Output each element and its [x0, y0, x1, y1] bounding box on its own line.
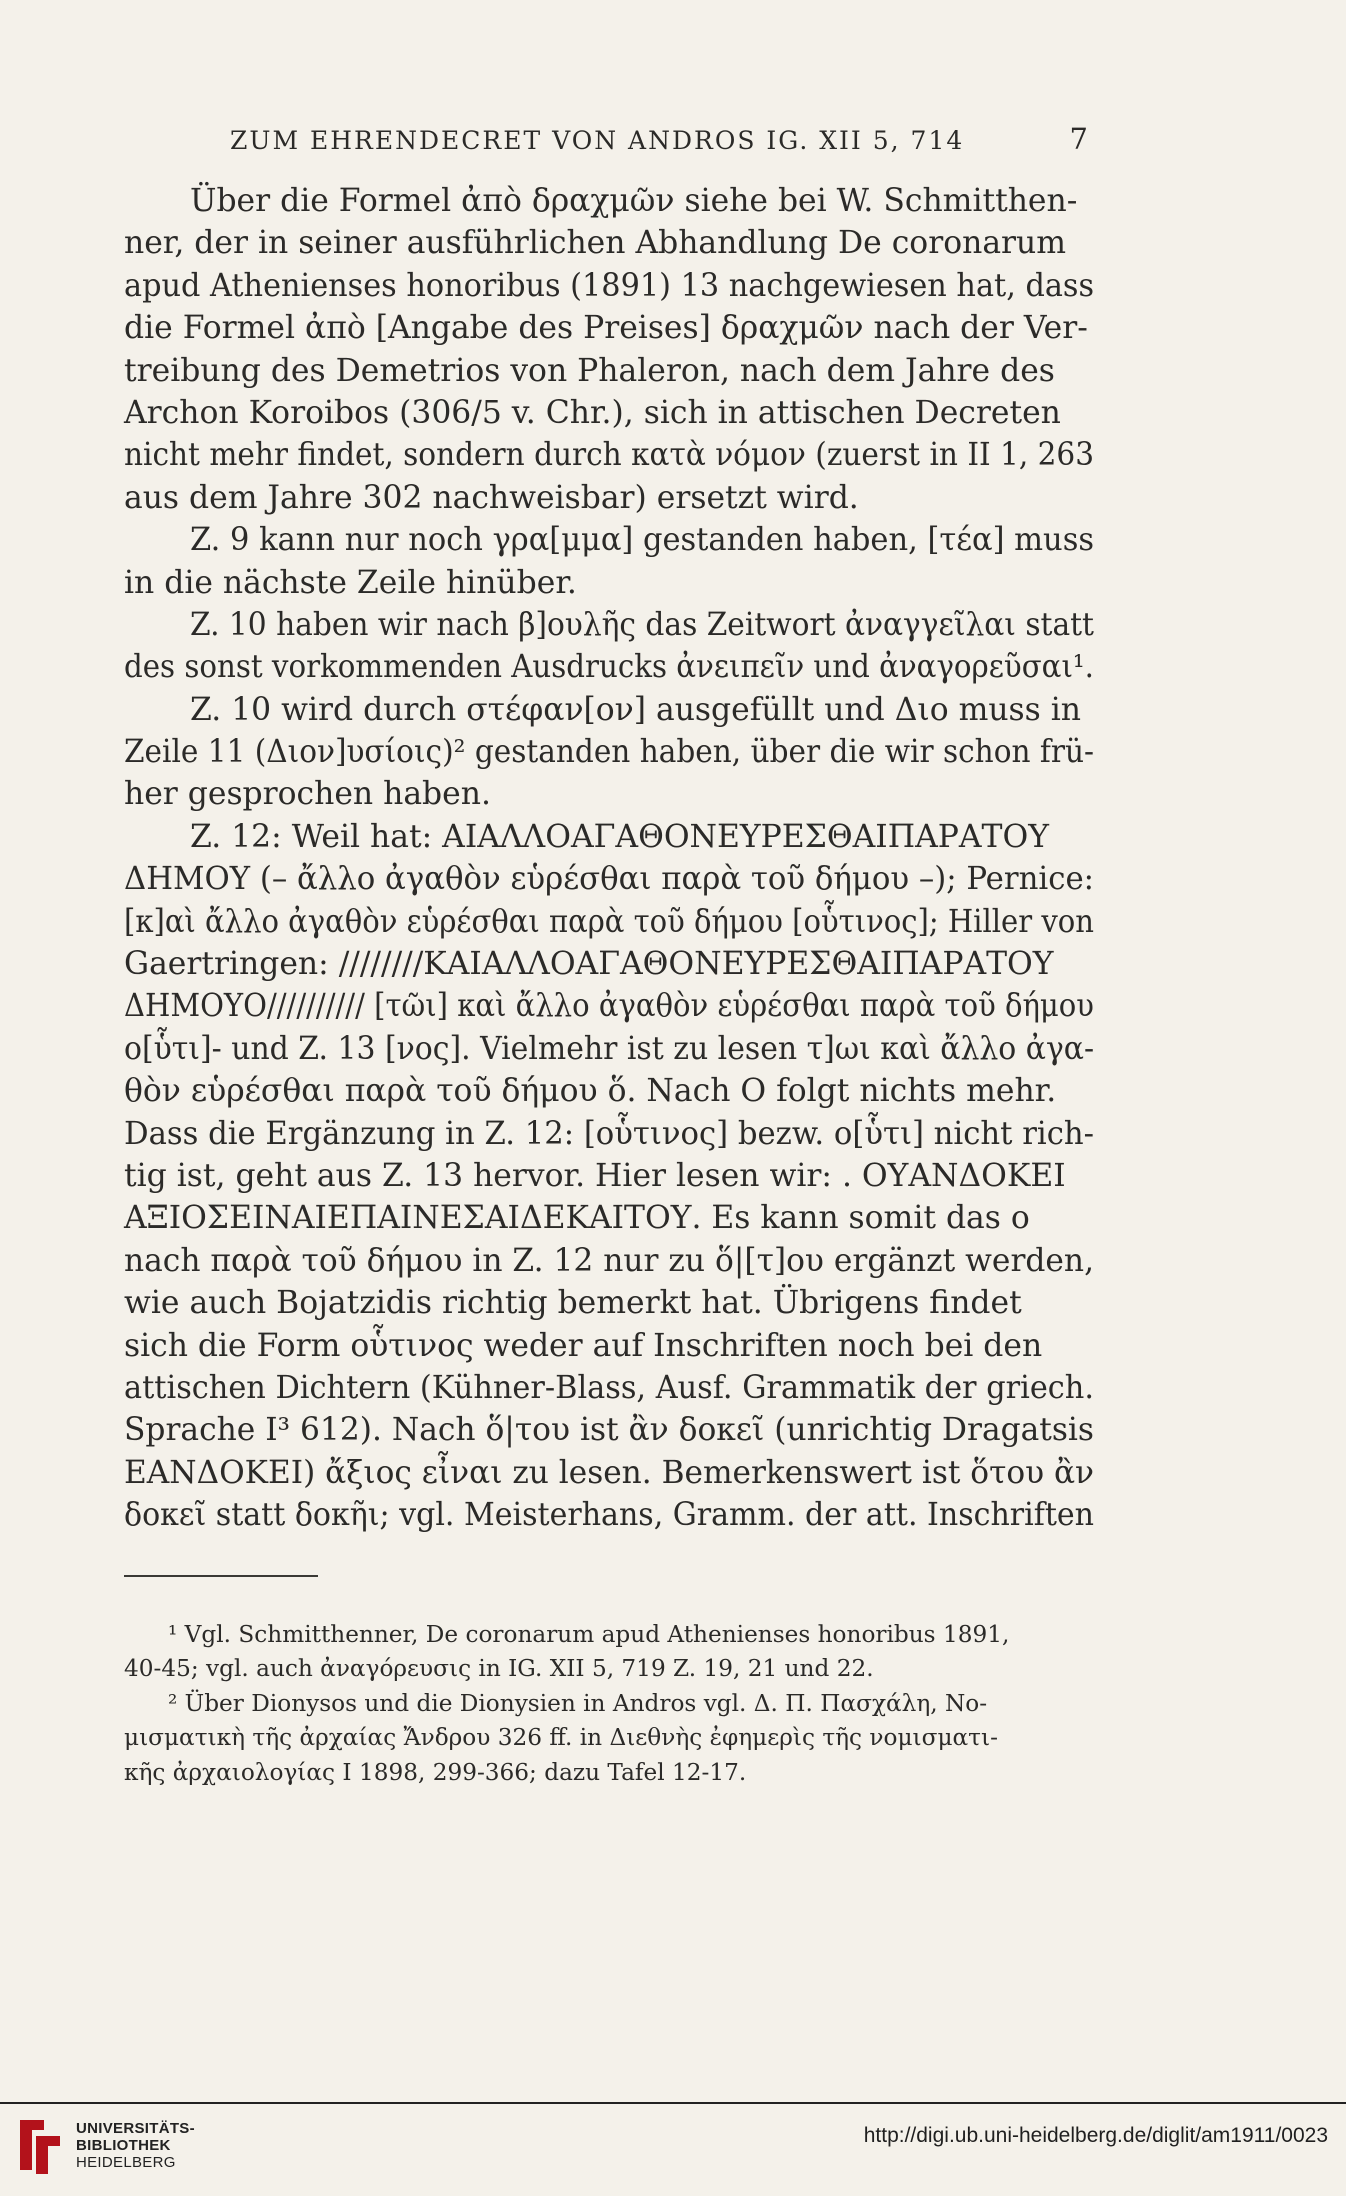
- body-line: Z. 10 haben wir nach β]ουλῆς das Zeitwort ἀναγγεῖλαι statt: [190, 606, 1094, 643]
- body-line: [κ]αὶ ἄλλο ἀγαθὸν εὑρέσθαι παρὰ τοῦ δήμου [οὗτινος]; Hiller von: [124, 903, 1094, 940]
- body-line: in die nächste Zeile hinüber.: [124, 564, 577, 601]
- body-line: apud Athenienses honoribus (1891) 13 nachgewiesen hat, dass: [124, 267, 1095, 304]
- library-name-line-1: UNIVERSITÄTS-: [76, 2120, 195, 2137]
- footnotes: [124, 1618, 1094, 1790]
- footnote-line: ² Über Dionysos und die Dionysien in Andros vgl. Δ. Π. Πασχάλη, Νο-: [168, 1689, 988, 1717]
- library-logo-icon[interactable]: [14, 2110, 66, 2178]
- body-line: δοκεῖ statt δοκῆι; vgl. Meisterhans, Gramm. der att. Inschriften: [124, 1497, 1095, 1534]
- footnote-line: 40-45; vgl. auch ἀναγόρευσις in IG. XII 5, 719 Z. 19, 21 und 22.: [124, 1655, 874, 1683]
- body-line: sich die Form οὗτινος weder auf Inschriften noch bei den: [124, 1327, 1043, 1364]
- source-url-link[interactable]: http://digi.ub.uni-heidelberg.de/diglit/am1911/0023: [863, 2124, 1328, 2147]
- footnote-line: ¹ Vgl. Schmitthenner, De coronarum apud Athenienses honoribus 1891,: [168, 1621, 1010, 1648]
- footnote-line: μισματικὴ τῆς ἀρχαίας Ἄνδρου 326 ff. in Διεθνὴς ἐφημερὶς τῆς νομισματι-: [124, 1724, 998, 1752]
- body-line: ΑΞΙΟΣΕΙΝΑΙΕΠΑΙΝΕΣΑΙΔΕΚΑΙΤΟΥ. Es kann somit das ο: [124, 1200, 1030, 1237]
- footer-divider: [0, 2102, 1346, 2104]
- body-line: wie auch Bojatzidis richtig bemerkt hat. Übrigens findet: [124, 1285, 1022, 1322]
- body-line: tig ist, geht aus Z. 13 hervor. Hier lesen wir: . ΟΥΑΝΔΟΚΕΙ: [124, 1157, 1066, 1194]
- library-name-line-3: HEIDELBERG: [76, 2154, 176, 2171]
- running-header: [230, 122, 1090, 160]
- body-line: des sonst vorkommenden Ausdrucks ἀνειπεῖν und ἀναγορεῦσαι¹.: [124, 649, 1094, 686]
- footnote-line: κῆς ἀρχαιολογίας I 1898, 299-366; dazu Tafel 12-17.: [124, 1758, 747, 1786]
- body-line: ο[ὗτι]- und Z. 13 [νος]. Vielmehr ist zu lesen τ]ωι καὶ ἄλλο ἀγα-: [124, 1030, 1095, 1067]
- body-line: Z. 10 wird durch στέφαν[ον] ausgefüllt und Διο muss in: [190, 691, 1082, 728]
- body-line: ΔΗΜΟΥ (– ἄλλο ἀγαθὸν εὑρέσθαι παρὰ τοῦ δήμου –); Pernice:: [124, 861, 1095, 898]
- body-line: Gaertringen: ////////ΚΑΙΑΛΛΟΑΓΑΘΟΝΕΥΡΕΣΘΑΙΠΑΡΑΤΟΥ: [124, 946, 1054, 983]
- body-line: nach παρὰ τοῦ δήμου in Z. 12 nur zu ὅ|[τ]ου ergänzt werden,: [124, 1242, 1095, 1279]
- body-line: Zeile 11 (Διον]υσίοις)² gestanden haben, über die wir schon frü-: [124, 734, 1094, 771]
- body-text: [124, 180, 1094, 1537]
- body-line: ΕΑΝΔΟΚΕΙ) ἄξιος εἶναι zu lesen. Bemerkenswert ist ὅτου ἂν: [124, 1454, 1095, 1491]
- page-number: 7: [1069, 122, 1090, 156]
- body-line: die Formel ἀπὸ [Angabe des Preises] δραχμῶν nach der Ver-: [124, 310, 1088, 347]
- body-line: treibung des Demetrios von Phaleron, nach dem Jahre des: [124, 352, 1055, 389]
- body-line: her gesprochen haben.: [124, 776, 491, 813]
- body-line: Z. 12: Weil hat: ΑΙΑΛΛΟΑΓΑΘΟΝΕΥΡΕΣΘΑΙΠΑΡΑΤΟΥ: [190, 818, 1049, 855]
- body-line: Über die Formel ἀπὸ δραχμῶν siehe bei W. Schmitthen-: [190, 183, 1078, 219]
- body-line: Z. 9 kann nur noch γρα[μμα] gestanden haben, [τέα] muss: [190, 522, 1094, 559]
- body-line: Sprache I³ 612). Nach ὅ|του ist ἂν δοκεῖ (unrichtig Dragatsis: [124, 1412, 1094, 1449]
- body-line: nicht mehr findet, sondern durch κατὰ νόμον (zuerst in II 1, 263: [124, 437, 1095, 474]
- body-line: ner, der in seiner ausführlichen Abhandlung De coronarum: [124, 225, 1067, 262]
- body-line: aus dem Jahre 302 nachweisbar) ersetzt wird.: [124, 479, 859, 516]
- body-line: ΔΗΜΟΥΟ////////// [τῶι] καὶ ἄλλο ἀγαθὸν εὑρέσθαι παρὰ τοῦ δήμου: [124, 988, 1094, 1025]
- footnote-separator: [124, 1575, 318, 1577]
- library-name[interactable]: [76, 2120, 195, 2171]
- body-line: attischen Dichtern (Kühner-Blass, Ausf. Grammatik der griech.: [124, 1369, 1094, 1406]
- library-name-line-2: BIBLIOTHEK: [76, 2137, 171, 2154]
- body-line: θὸν εὑρέσθαι παρὰ τοῦ δήμου ὅ. Nach Ο folgt nichts mehr.: [124, 1073, 1057, 1110]
- header-title: ZUM EHRENDECRET VON ANDROS IG. XII 5, 714: [230, 126, 965, 155]
- body-line: Dass die Ergänzung in Z. 12: [οὗτινος] bezw. ο[ὗτι] nicht rich-: [124, 1115, 1095, 1152]
- body-line: Archon Koroibos (306/5 v. Chr.), sich in attischen Decreten: [124, 394, 1061, 431]
